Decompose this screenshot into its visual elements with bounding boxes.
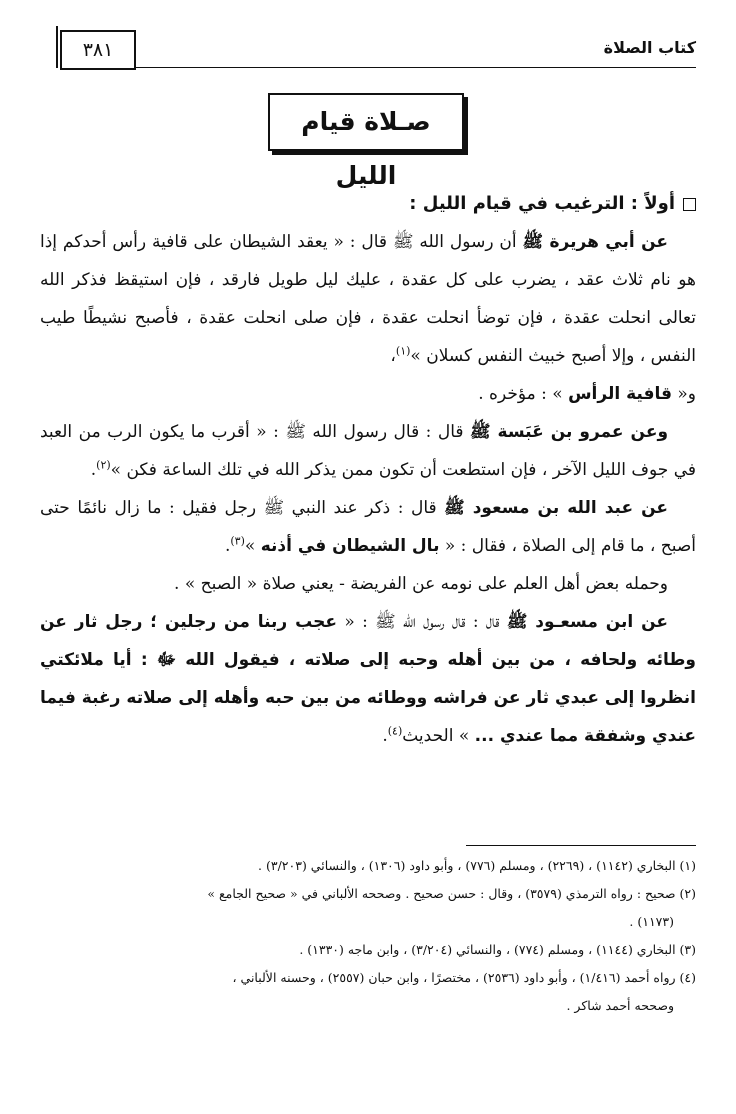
footnote-4-continued: وصححه أحمد شاكر . [566,998,674,1013]
footnote-ref: (٤) [387,724,403,738]
header-rule [136,67,696,68]
footnote-2: (٢) صحيح : رواه الترمذي (٣٥٧٩) ، وقال : حسن صحيح . وصححه الألباني في « صحيح الجامع » [207,886,696,901]
footnote-rule [466,845,696,846]
punct: ، [390,346,396,366]
quote-close: » الحديث [402,726,470,746]
hadith-paragraph-2 [40,413,696,489]
running-header: كتاب الصلاة [603,38,696,57]
punct: . [90,460,97,480]
hadith-text: قال : ذكر عند النبي ﷺ رجل فقيل : ما زال نائمًا حتى أصبح ، ما قام إلى الصلاة ، فقال : « [40,498,696,556]
definition-paragraph [40,375,696,413]
footnotes [40,852,696,1020]
main-text [40,185,696,755]
page-number-box [60,30,136,70]
footnote-1: (١) البخاري (١١٤٢) ، (٢٢٦٩) ، ومسلم (٧٧٦) ، وأبو داود (١٣٠٦) ، والنسائي (٣/٢٠٣) . [258,858,696,873]
section-heading-text: أولاً : الترغيب في قيام الليل : [409,193,675,214]
section-heading [40,185,696,223]
narrator: عن ابن مسعـود ﷺ [506,612,668,632]
commentary-paragraph: وحمله بعض أهل العلم على نومه عن الفريضة - يعني صلاة « الصبح » . [174,574,668,594]
hadith-quote: بال الشيطان في أذنه [260,536,440,556]
punct: . [382,726,388,746]
chapter-title: صـلاة قيام الليل [268,93,464,151]
square-bullet-icon [683,198,696,211]
hadith-paragraph-1 [40,223,696,375]
narrator: وعن عمرو بن عَبَسة ﷺ [470,422,669,442]
hadith-quote: عجب ربنا من رجلين ؛ رجل ثار عن وطائه ولحافه ، من بين أهله وحبه إلى صلاته ، فيقول الله ﷻ : أيا ملائكتي انظروا إلى عبدي ثار عن فراشه ووطائه من بين حبه وأهله إلى صلاته رغبة فيما عندي وشفقة مما عندي ... [40,612,696,746]
hadith-text: قال : قال رسول الله ﷺ : « [344,612,500,632]
defined-term: قافية الرأس [568,384,672,404]
narrator: عن أبي هريرة ﷺ [522,232,669,252]
footnote-ref: (٣) [230,534,245,548]
footnote-3: (٣) البخاري (١١٤٤) ، ومسلم (٧٧٤) ، والنسائي (٣/٢٠٤) ، وابن ماجه (١٣٣٠) . [299,942,696,957]
hadith-paragraph-4 [40,603,696,755]
footnote-2-continued: (١١٧٣) . [629,914,674,929]
hadith-text: قال : قال رسول الله ﷺ : « أقرب ما يكون الرب من العبد في جوف الليل الآخر ، فإن استطعت أن تكون ممن يذكر الله في تلك الساعة فكن » [40,422,696,480]
quote-close: » [244,536,256,556]
footnote-ref: (٢) [96,458,111,472]
footnote-ref: (١) [395,344,411,358]
quote-open: و« [677,384,696,404]
footnote-4: (٤) رواه أحمد (١/٤١٦) ، وأبو داود (٢٥٣٦) ، مختصرًا ، وابن حبان (٢٥٥٧) ، وحسنه الألباني ، [232,970,696,985]
definition-text: » : مؤخره . [478,384,563,404]
hadith-text: أن رسول الله ﷺ قال : « يعقد الشيطان على قافية رأس أحدكم إذا هو نام ثلاث عقد ، يضرب على كل عقدة ، عليك ليل طويل فارقد ، فإن استيقظ فذكر الله تعالى انحلت عقدة ، فإن توضأ انحلت عقدة ، فإن صلى انحلت عقدة ، فأصبح نشيطًا طيب النفس ، وإلا أصبح خبيث النفس كسلان » [40,232,696,366]
punct: . [224,536,231,556]
page-number: ٣٨١ [82,39,114,61]
hadith-paragraph-3 [40,489,696,565]
narrator: عن عبد الله بن مسعود ﷺ [444,498,669,518]
